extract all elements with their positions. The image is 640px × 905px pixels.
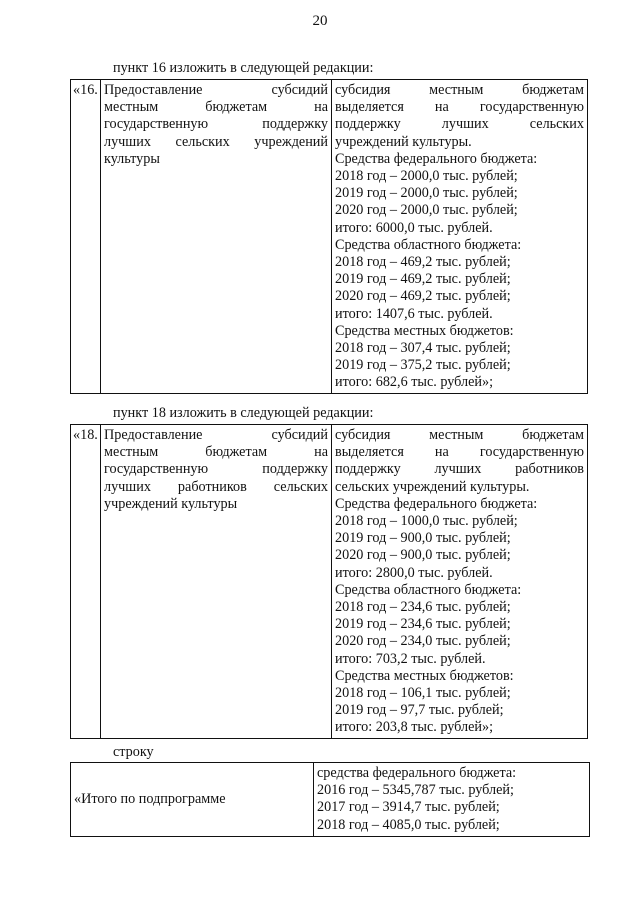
content-line: итого: 1407,6 тыс. рублей. xyxy=(335,305,493,322)
description-line: лучших работников сельских xyxy=(104,478,328,495)
description-line: местным бюджетам на xyxy=(104,444,328,461)
content-line: субсидия местным бюджетам xyxy=(335,427,584,443)
total-label: «Итого по подпрограмме xyxy=(71,763,314,837)
content-line: учреждений культуры. xyxy=(335,133,472,150)
item-description xyxy=(101,425,332,739)
item-number: «16. xyxy=(71,80,101,394)
content-line: 2018 год – 1000,0 тыс. рублей; xyxy=(335,513,518,530)
amendment-table-18 xyxy=(70,424,588,739)
content-line: 2019 год – 469,2 тыс. рублей; xyxy=(335,271,511,288)
amendment-intro-16: пункт 16 изложить в следующей редакции: xyxy=(113,60,374,76)
content-line: 2019 год – 234,6 тыс. рублей; xyxy=(335,616,511,633)
content-line: Средства федерального бюджета: xyxy=(335,495,538,512)
content-line: 2018 год – 307,4 тыс. рублей; xyxy=(335,340,511,357)
content-line: Средства областного бюджета: xyxy=(335,581,522,598)
amendment-table-16 xyxy=(70,79,588,394)
content-line: Средства федерального бюджета: xyxy=(335,150,538,167)
description-line: государственную поддержку xyxy=(104,461,328,478)
description-line: культуры xyxy=(104,150,160,167)
content-line: субсидия местным бюджетам xyxy=(335,82,584,98)
content-line: сельских учреждений культуры. xyxy=(335,478,530,495)
item-description xyxy=(101,80,332,394)
content-line: 2020 год – 469,2 тыс. рублей; xyxy=(335,288,511,305)
description-line: лучших сельских учреждений xyxy=(104,133,328,150)
description-line: местным бюджетам на xyxy=(104,99,328,116)
content-line: 2019 год – 900,0 тыс. рублей; xyxy=(335,530,511,547)
content-line: 2019 год – 375,2 тыс. рублей; xyxy=(335,357,511,374)
content-line: средства федерального бюджета: xyxy=(317,765,517,781)
total-table xyxy=(70,762,590,837)
content-line: итого: 2800,0 тыс. рублей. xyxy=(335,564,493,581)
item-content xyxy=(332,80,588,394)
content-line: выделяется на государственную xyxy=(335,99,584,116)
description-line: учреждений культуры xyxy=(104,495,238,512)
content-line: 2019 год – 97,7 тыс. рублей; xyxy=(335,702,504,719)
content-line: 2018 год – 469,2 тыс. рублей; xyxy=(335,254,511,271)
content-line: 2018 год – 106,1 тыс. рублей; xyxy=(335,685,511,702)
row-intro: строку xyxy=(113,744,154,760)
content-line: итого: 6000,0 тыс. рублей. xyxy=(335,219,493,236)
content-line: итого: 703,2 тыс. рублей. xyxy=(335,650,486,667)
description-line: государственную поддержку xyxy=(104,116,328,133)
content-line: 2018 год – 2000,0 тыс. рублей; xyxy=(335,168,518,185)
content-line: итого: 203,8 тыс. рублей»; xyxy=(335,719,494,736)
item-number: «18. xyxy=(71,425,101,739)
amendment-intro-18: пункт 18 изложить в следующей редакции: xyxy=(113,405,374,421)
content-line: итого: 682,6 тыс. рублей»; xyxy=(335,374,494,391)
page-number: 20 xyxy=(312,13,328,29)
content-line: Средства областного бюджета: xyxy=(335,236,522,253)
table-row xyxy=(71,80,588,394)
content-line: поддержку лучших работников xyxy=(335,461,584,478)
table-row xyxy=(71,763,590,837)
content-line: 2020 год – 900,0 тыс. рублей; xyxy=(335,547,511,564)
content-line: Средства местных бюджетов: xyxy=(335,667,514,684)
content-line: 2018 год – 234,6 тыс. рублей; xyxy=(335,599,511,616)
total-content xyxy=(314,763,590,837)
content-line: 2016 год – 5345,787 тыс. рублей; xyxy=(317,782,514,799)
content-line: 2018 год – 4085,0 тыс. рублей; xyxy=(317,816,500,833)
description-line: Предоставление субсидий xyxy=(104,82,328,98)
content-line: 2017 год – 3914,7 тыс. рублей; xyxy=(317,799,500,816)
description-line: Предоставление субсидий xyxy=(104,427,328,443)
content-line: поддержку лучших сельских xyxy=(335,116,584,133)
content-line: 2020 год – 2000,0 тыс. рублей; xyxy=(335,202,518,219)
content-line: 2019 год – 2000,0 тыс. рублей; xyxy=(335,185,518,202)
content-line: выделяется на государственную xyxy=(335,444,584,461)
item-content xyxy=(332,425,588,739)
content-line: 2020 год – 234,0 тыс. рублей; xyxy=(335,633,511,650)
table-row xyxy=(71,425,588,739)
content-line: Средства местных бюджетов: xyxy=(335,322,514,339)
